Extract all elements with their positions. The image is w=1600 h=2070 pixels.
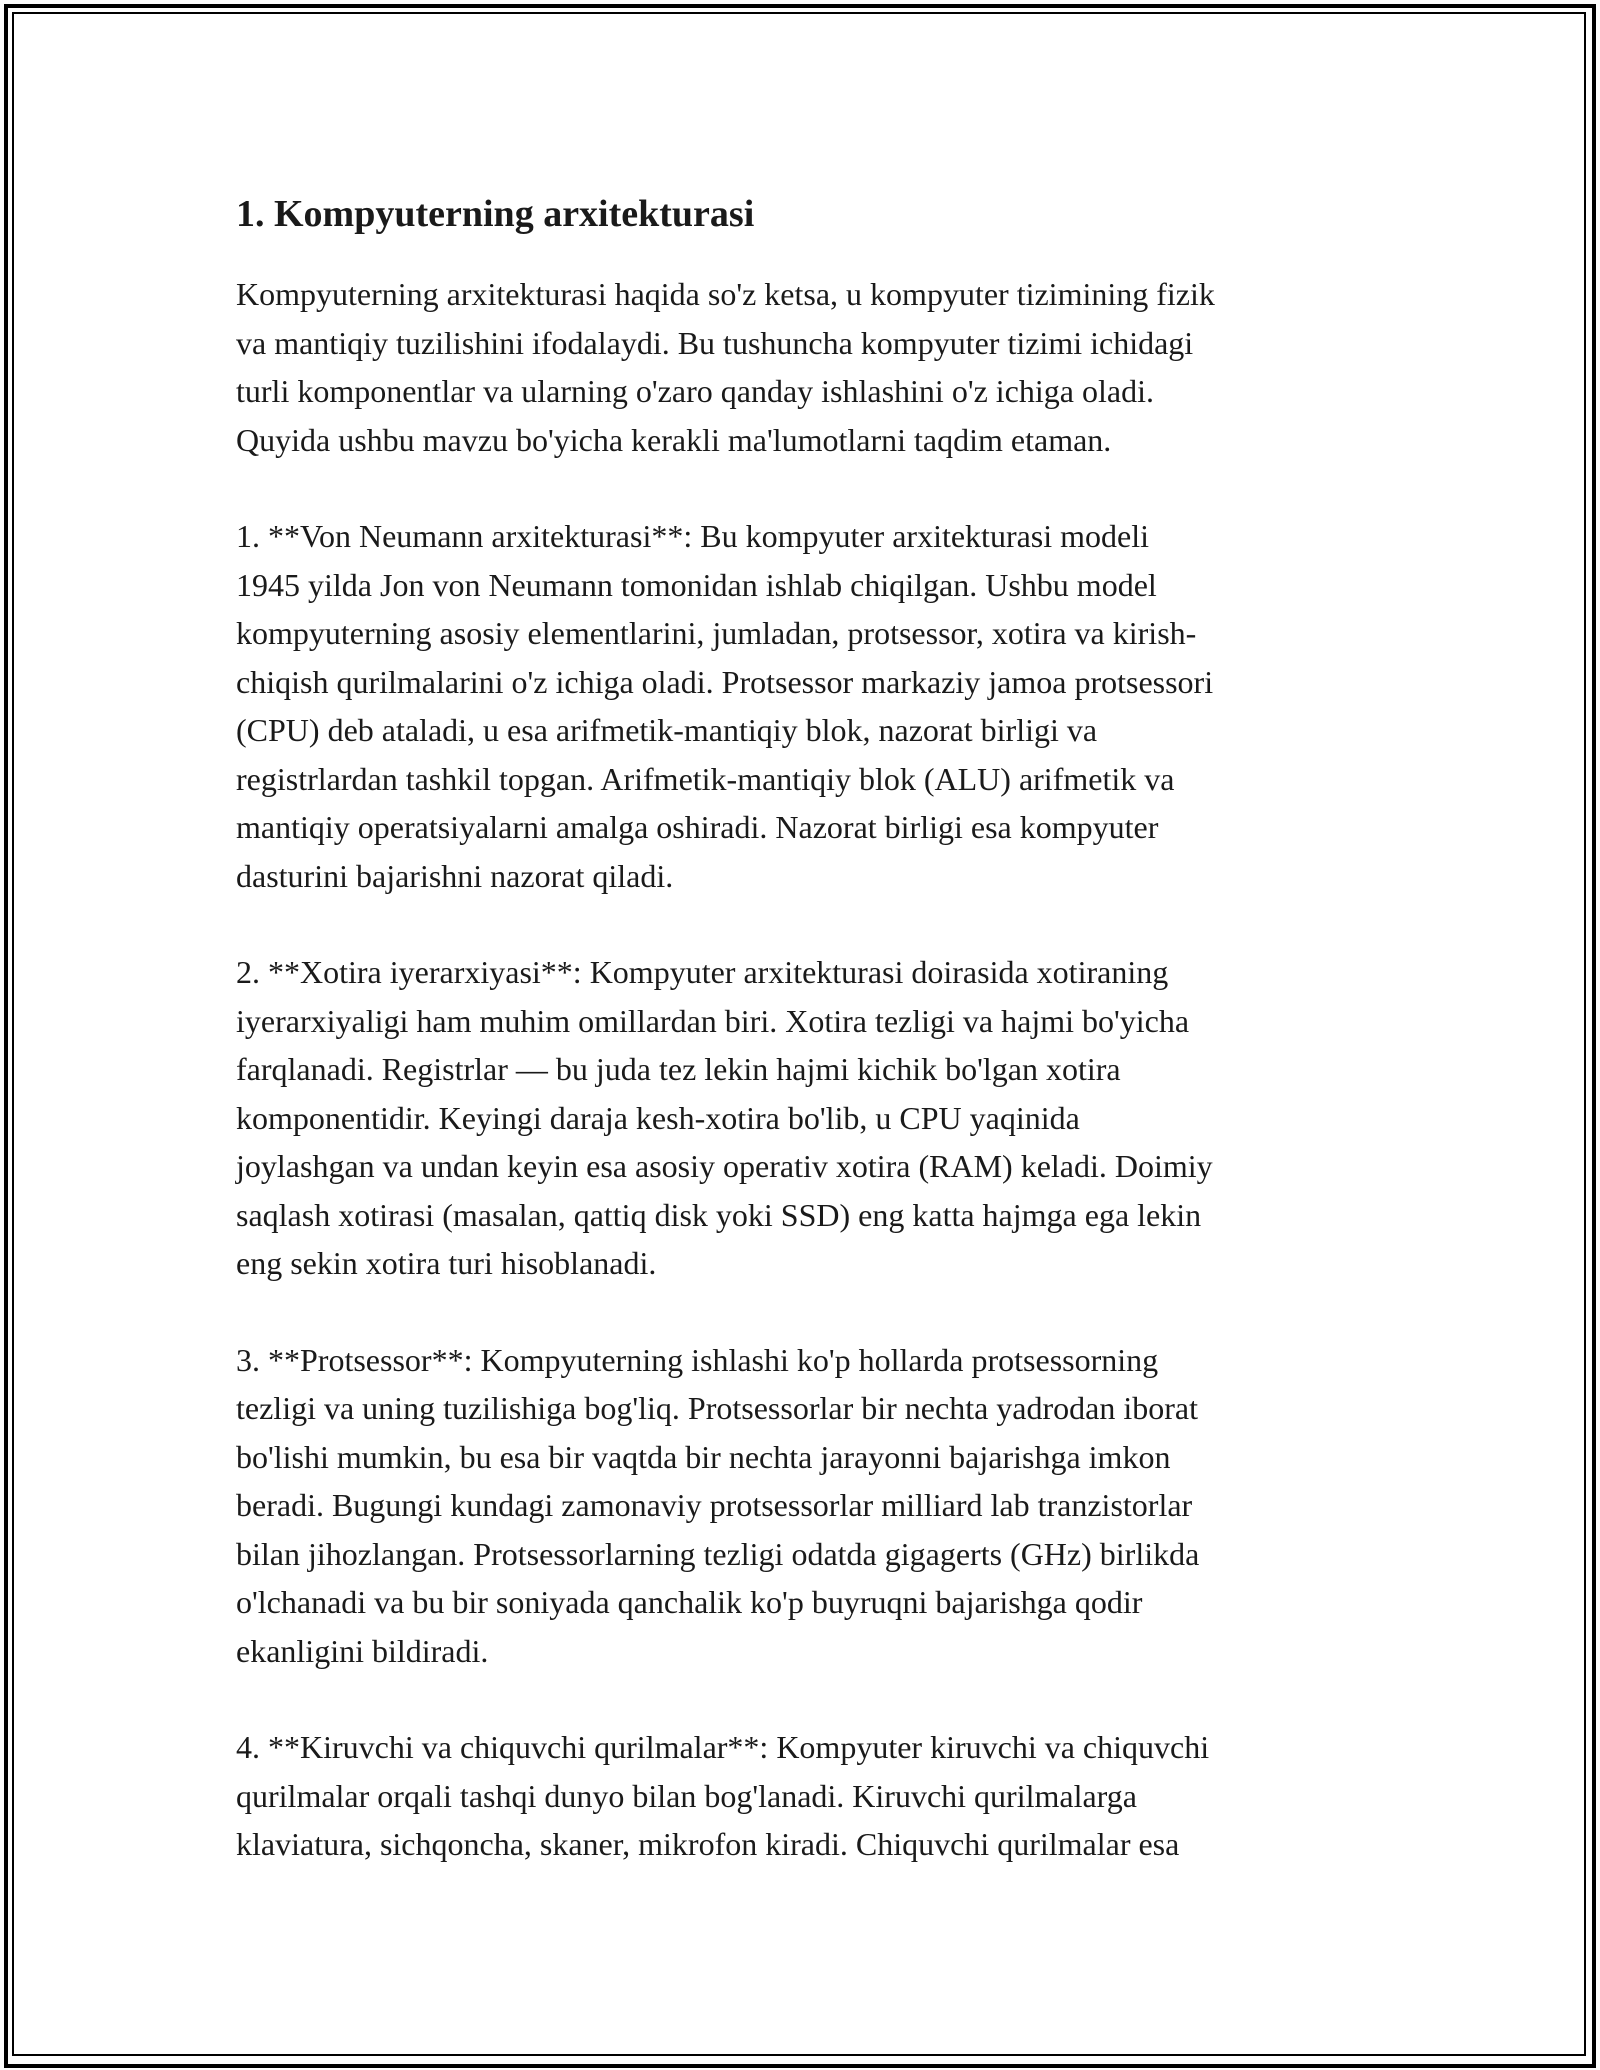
paragraph-memory-hierarchy: 2. **Xotira iyerarxiyasi**: Kompyuter arxitekturasi doirasida xotiraning iyerarxiyaligi ham muhim omillardan biri. Xotira tezligi va hajmi bo'yicha farqlanadi. Registrlar — bu juda tez lekin hajmi kichik bo'lgan xotira komponentidir. Keyingi daraja kesh-xotira bo'lib, u CPU yaqinida joylashgan va undan keyin esa asosiy operativ xotira (RAM) keladi. Doimiy saqlash xotirasi (masalan, qattiq disk yoki SSD) eng katta hajmga ega lekin eng sekin xotira turi hisoblanadi. (236, 954, 1213, 1281)
paragraph-processor: 3. **Protsessor**: Kompyuterning ishlashi ko'p hollarda protsessorning tezligi va uning tuzilishiga bog'liq. Protsessorlar bir nechta yadrodan iborat bo'lishi mumkin, bu esa bir vaqtda bir nechta jarayonni bajarishga imkon beradi. Bugungi kundagi zamonaviy protsessorlar milliard lab tranzistorlar bilan jihozlangan. Protsessorlarning tezligi odatda gigagerts (GHz) birlikda o'lchanadi va bu bir soniyada qanchalik ko'p buyruqni bajarishga qodir ekanligini bildiradi. (236, 1341, 1200, 1669)
paragraph-von-neumann: 1. **Von Neumann arxitekturasi**: Bu kompyuter arxitekturasi modeli 1945 yilda Jon von Neumann tomonidan ishlab chiqilgan. Ushbu model kompyuterning asosiy elementlarini, jumladan, protsessor, xotira va kirish- chiqish qurilmalarini o'z ichiga oladi. Protsessor markaziy jamoa protsessori (CPU) deb ataladi, u esa arifmetik-mantiqiy blok, nazorat birligi va registrlardan tashkil topgan. Arifmetik-mantiqiy blok (ALU) arifmetik va mantiqiy operatsiyalarni amalga oshiradi. Nazorat birligi esa kompyuter dasturini bajarishni nazorat qiladi. (236, 518, 1214, 894)
intro-paragraph: Kompyuterning arxitekturasi haqida so'z ketsa, u kompyuter tizimining fizik va mantiqiy tuzilishini ifodalaydi. Bu tushuncha kompyuter tizimi ichidagi turli komponentlar va ularning o'zaro qanday ishlashini o'z ichiga oladi. Quyida ushbu mavzu bo'yicha kerakli ma'lumotlarni taqdim etaman. (236, 276, 1215, 458)
section-heading: 1. Kompyuterning arxitekturasi (236, 193, 755, 235)
paragraph-io-devices: 4. **Kiruvchi va chiquvchi qurilmalar**: Kompyuter kiruvchi va chiquvchi qurilmalar orqali tashqi dunyo bilan bog'lanadi. Kiruvchi qurilmalarga klaviatura, sichqoncha, skaner, mikrofon kiradi. Chiquvchi qurilmalar esa (236, 1729, 1210, 1862)
document-page (236, 186, 1376, 1917)
